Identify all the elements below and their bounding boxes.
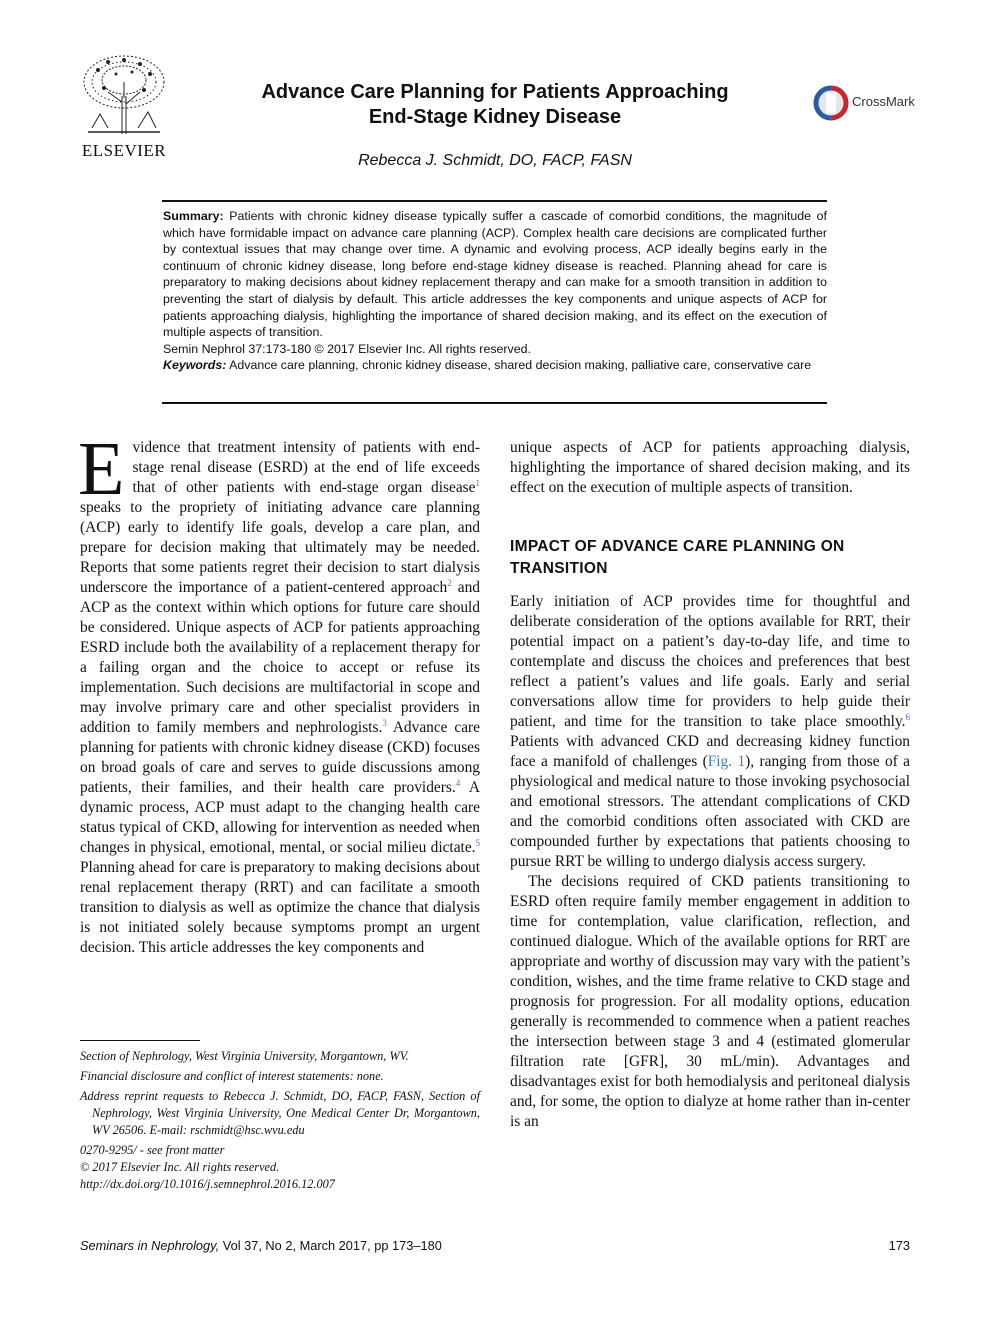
body-column-right bbox=[510, 438, 910, 1132]
article-title bbox=[200, 80, 790, 130]
title-line-1: Advance Care Planning for Patients Approaching bbox=[261, 81, 729, 103]
drop-cap: E bbox=[78, 427, 125, 511]
ref-2[interactable]: 2 bbox=[447, 577, 452, 588]
intro-text-4: Advance care planning for patients with chronic kidney disease (CKD) focuses on broad goals of care and serves to guide discussions among patients, their families, and their health care providers. bbox=[80, 719, 480, 796]
footnotes bbox=[80, 1048, 480, 1193]
issn-note: 0270-9295/ - see front matter bbox=[80, 1143, 225, 1157]
intro-paragraph bbox=[78, 427, 480, 958]
keywords-paragraph bbox=[163, 357, 827, 374]
intro-text-1: vidence that treatment intensity of patients with end-stage renal disease (ESRD) at the end of life exceeds that of other patients with end-stage organ disease bbox=[132, 439, 480, 496]
elsevier-logo bbox=[78, 52, 170, 160]
summary-top-rule bbox=[162, 200, 827, 202]
copyright-note: © 2017 Elsevier Inc. All rights reserved. bbox=[80, 1160, 280, 1174]
intro-text-3: and ACP as the context within which options for future care should be considered. Unique aspects of ACP for patients approaching ESRD include both the availability of a replacement therapy for a failing organ and the choice to accept or refuse its implementation. Such decisions are multifactorial in scope and may involve primary care and other specialist providers in addition to family members and nephrologists. bbox=[80, 579, 480, 736]
ref-1[interactable]: 1 bbox=[475, 477, 480, 488]
section-heading: IMPACT OF ADVANCE CARE PLANNING ON TRANSITION bbox=[510, 538, 845, 577]
summary-label: Summary: bbox=[163, 209, 224, 223]
keywords-label: Keywords: bbox=[163, 358, 227, 373]
summary-paragraph bbox=[163, 208, 827, 341]
impact-text-3: ), ranging from those of a physiological and medical nature to those invoking psychosocial and emotional stressors. The attendant complications of CKD and the comorbid conditions often associated with CKD are compounded further by expectations that patients choosing to pursue RRT be willing to undergo dialysis access surgery. bbox=[510, 753, 911, 870]
keywords-text: Advance care planning, chronic kidney disease, shared decision making, palliative care, conservative care bbox=[229, 358, 812, 373]
summary-text: Patients with chronic kidney disease typically suffer a cascade of comorbid conditions, the magnitude of which have formidable impact on advance care planning (ACP). Complex health care decisions are complicated further by contextual issues that may change over time. A dynamic and evolving process, ACP ideally begins early in the continuum of chronic kidney disease, long before end-stage kidney disease is reached. Planning ahead for care is preparatory to making decisions about kidney replacement therapy and can make for a smooth transition in addition to preventing the start of dialysis by default. This article addresses the key components and unique aspects of ACP for patients approaching dialysis, highlighting the importance of shared decision making, and its effect on the execution of multiple aspects of transition. bbox=[163, 209, 827, 340]
impact-text-1: Early initiation of ACP provides time for thoughtful and deliberate consideration of the options available for RRT, their potential impact on a patient’s day-to-day life, and time to contemplate and discuss the choices and preferences that best reflect a patient’s values and life goals. Early and serial conversations allow time for providers to help guide their patient, and time for the transition to take place smoothly. bbox=[510, 593, 910, 730]
doi-link[interactable]: http://dx.doi.org/10.1016/j.semnephrol.2016.12.007 bbox=[80, 1177, 335, 1191]
impact-paragraph-1 bbox=[510, 592, 910, 872]
disclosure-note: Financial disclosure and conflict of interest statements: none. bbox=[80, 1069, 384, 1083]
impact-paragraph-2: The decisions required of CKD patients transitioning to ESRD often require family member engagement in addition to time for contemplation, value clarification, reflection, and continued dialogue. Which of the available options for RRT are appropriate and worthy of discussion may vary with the patient’s condition, wishes, and the time frame relative to CKD stage and prognosis for progression. For all modality options, education generally is recommended to commence when a patient reaches the intersection between stage 3 and 4 (estimated glomerular filtration rate [GFR], 30 mL/min). Advantages and disadvantages exist for both hemodialysis and peritoneal dialysis and, for some, the option to dialyze at home rather than in-center is an bbox=[510, 873, 910, 1130]
reprint-note: Address reprint requests to Rebecca J. Schmidt, DO, FACP, FASN, Section of Nephrology, West Virginia University, One Medical Center Dr, Morgantown, WV 26506. E-mail: rschmidt@hsc.wvu.edu bbox=[80, 1089, 480, 1137]
intro-continuation: unique aspects of ACP for patients approaching dialysis, highlighting the importance of shared decision making, and its effect on the execution of multiple aspects of transition. bbox=[510, 439, 910, 496]
intro-text-6: Planning ahead for care is preparatory to making decisions about renal replacement therapy (RRT) and can facilitate a smooth transition to dialysis as well as optimize the chance that dialysis is not initiated solely because symptoms prompt an urgent decision. This article addresses the key components and bbox=[80, 859, 480, 956]
journal-name: Seminars in Nephrology, bbox=[80, 1238, 220, 1253]
author-line: Rebecca J. Schmidt, DO, FACP, FASN bbox=[358, 152, 632, 169]
crossmark-label: CrossMark bbox=[852, 94, 915, 109]
affiliation-note: Section of Nephrology, West Virginia University, Morgantown, WV. bbox=[80, 1049, 409, 1063]
crossmark-icon bbox=[812, 84, 850, 122]
impact-text-2: Patients with advanced CKD and decreasing kidney function face a manifold of challenges ( bbox=[510, 733, 910, 770]
footnote-rule bbox=[80, 1040, 200, 1041]
body-column-left bbox=[78, 427, 480, 958]
crossmark-badge[interactable] bbox=[812, 84, 922, 122]
intro-text-5: A dynamic process, ACP must adapt to the changing health care status typical of CKD, allowing for intervention as needed when changes in physical, emotional, mental, or social milieu dictate. bbox=[80, 779, 480, 856]
ref-4[interactable]: 4 bbox=[455, 777, 461, 788]
elsevier-tree-icon bbox=[78, 52, 170, 136]
page-number: 173 bbox=[888, 1238, 910, 1253]
intro-text-2: speaks to the propriety of initiating advance care planning (ACP) early to identify life goals, develop a care plan, and prepare for decision making that ultimately may be needed. Reports that some patients regret their decision to start dialysis underscore the importance of a patient-centered approach bbox=[80, 499, 480, 596]
title-line-2: End-Stage Kidney Disease bbox=[368, 106, 622, 128]
journal-footer bbox=[80, 1238, 442, 1253]
elsevier-wordmark: ELSEVIER bbox=[81, 141, 167, 160]
figure-1-link[interactable]: Fig. 1 bbox=[707, 753, 746, 770]
summary-citation: Semin Nephrol 37:173-180 © 2017 Elsevier Inc. All rights reserved. bbox=[163, 341, 531, 356]
ref-5[interactable]: 5 bbox=[475, 837, 480, 848]
journal-issue: Vol 37, No 2, March 2017, pp 173–180 bbox=[219, 1238, 442, 1253]
ref-6[interactable]: 6 bbox=[905, 711, 910, 722]
summary-block bbox=[163, 208, 827, 374]
ref-3[interactable]: 3 bbox=[382, 717, 387, 728]
summary-bottom-rule bbox=[162, 402, 827, 404]
